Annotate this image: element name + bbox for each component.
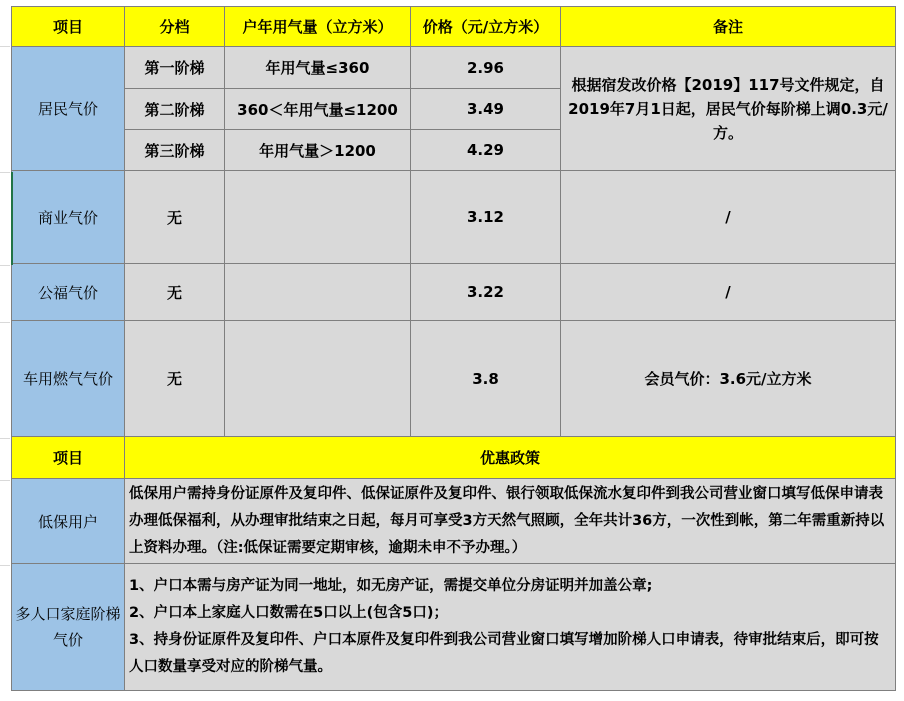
residential-remark[interactable]: 根据宿发改价格【2019】117号文件规定，自2019年7月1日起，居民气价每阶梯上调0.3元/方。: [561, 47, 896, 171]
price-cell[interactable]: 3.49: [411, 89, 561, 130]
header-row: [12, 7, 896, 47]
header-price[interactable]: 价格（元/立方米）: [411, 7, 561, 47]
tier-cell[interactable]: 无: [125, 321, 225, 437]
tier-cell[interactable]: 第三阶梯: [125, 130, 225, 171]
table-row: [12, 264, 896, 321]
category-label[interactable]: 商业气价: [12, 171, 125, 264]
gutter-line: [0, 265, 10, 266]
header-remark[interactable]: 备注: [561, 7, 896, 47]
gutter-line: [0, 438, 10, 439]
gutter-line: [0, 480, 10, 481]
policy-header-row: [12, 437, 896, 479]
header-item[interactable]: 项目: [12, 7, 125, 47]
range-cell[interactable]: [225, 171, 411, 264]
cell-selection-marker: [11, 172, 13, 265]
row-header-gutter: [0, 0, 10, 701]
price-cell[interactable]: 3.22: [411, 264, 561, 321]
table-row: [12, 321, 896, 437]
gutter-line: [0, 46, 10, 47]
range-cell[interactable]: 年用气量＞1200: [225, 130, 411, 171]
remark-cell[interactable]: 会员气价：3.6元/立方米: [561, 321, 896, 437]
category-label[interactable]: 公福气价: [12, 264, 125, 321]
policy-label[interactable]: 低保用户: [12, 479, 125, 564]
policy-header-title[interactable]: 优惠政策: [125, 437, 896, 479]
tier-cell[interactable]: 第二阶梯: [125, 89, 225, 130]
range-cell[interactable]: [225, 321, 411, 437]
range-cell[interactable]: [225, 264, 411, 321]
policy-line: 2、户口本上家庭人口数需在5口以上(包含5口)；: [129, 605, 449, 621]
policy-header-item[interactable]: 项目: [12, 437, 125, 479]
price-cell[interactable]: 2.96: [411, 47, 561, 89]
remark-cell[interactable]: /: [561, 264, 896, 321]
header-tier[interactable]: 分档: [125, 7, 225, 47]
price-cell[interactable]: 4.29: [411, 130, 561, 171]
policy-text[interactable]: 低保用户需持身份证原件及复印件、低保证原件及复印件、银行领取低保流水复印件到我公司营业窗口填写低保申请表办理低保福利，从办理审批结束之日起，每月可享受3方天然气照顾，全年共计36方，一次性到帐，第二年需重新持以上资料办理。（注:低保证需要定期审核，逾期未申不予办理。）: [125, 479, 896, 564]
table-row: [12, 171, 896, 264]
gutter-line: [0, 322, 10, 323]
tier-cell[interactable]: 无: [125, 264, 225, 321]
table-row: [12, 564, 896, 691]
table-row: [12, 47, 896, 89]
policy-line: 3、持身份证原件及复印件、户口本原件及复印件到我公司营业窗口填写增加阶梯人口申请表，待审批结束后，即可按人口数量享受对应的阶梯气量。: [129, 632, 879, 675]
range-cell[interactable]: 360＜年用气量≤1200: [225, 89, 411, 130]
category-label[interactable]: 车用燃气气价: [12, 321, 125, 437]
gutter-line: [0, 565, 10, 566]
remark-cell[interactable]: /: [561, 171, 896, 264]
residential-label[interactable]: 居民气价: [12, 47, 125, 171]
tier-cell[interactable]: 无: [125, 171, 225, 264]
policy-line: 1、户口本需与房产证为同一地址，如无房产证，需提交单位分房证明并加盖公章;: [129, 578, 653, 594]
header-annual-gas[interactable]: 户年用气量（立方米）: [225, 7, 411, 47]
policy-label[interactable]: 多人口家庭阶梯气价: [12, 564, 125, 691]
price-cell[interactable]: 3.12: [411, 171, 561, 264]
range-cell[interactable]: 年用气量≤360: [225, 47, 411, 89]
gutter-line: [0, 172, 10, 173]
table-row: [12, 479, 896, 564]
policy-text-multi[interactable]: [125, 564, 896, 691]
price-cell[interactable]: 3.8: [411, 321, 561, 437]
tier-cell[interactable]: 第一阶梯: [125, 47, 225, 89]
gas-price-table: [11, 6, 896, 691]
